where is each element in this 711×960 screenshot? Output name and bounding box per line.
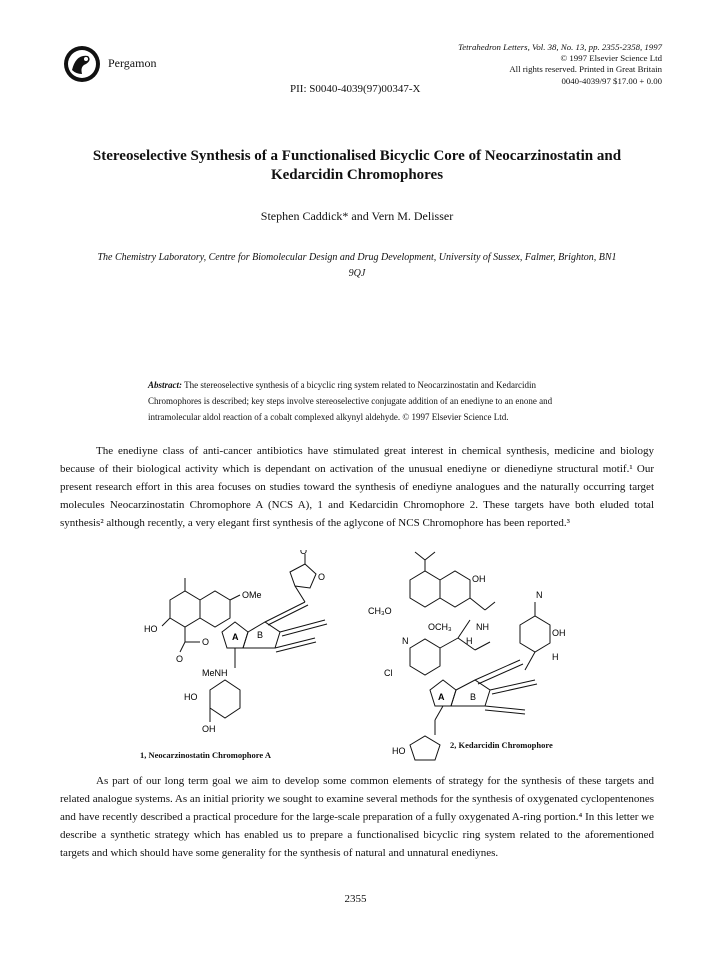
journal-info bbox=[458, 42, 662, 87]
copyright-line: © 1997 Elsevier Science Ltd bbox=[560, 53, 662, 64]
ho-label-2: HO bbox=[184, 692, 198, 702]
oh-label-1: OH bbox=[202, 724, 216, 734]
menh-label: MeNH bbox=[202, 668, 228, 678]
authors: Stephen Caddick* and Vern M. Delisser bbox=[260, 209, 454, 223]
carbonyl-o-label: O bbox=[300, 550, 308, 556]
naphthalene-ring-4 bbox=[440, 571, 470, 607]
issn-line: 0040-4039/97 $17.00 + 0.00 bbox=[561, 75, 662, 86]
oh-label-3: OH bbox=[552, 628, 566, 638]
publisher-name: Pergamon bbox=[108, 56, 157, 70]
n-label: N bbox=[402, 636, 409, 646]
structures-svg bbox=[140, 550, 590, 770]
sugar-ring-1 bbox=[210, 680, 240, 718]
ring-b-label-1: B bbox=[257, 630, 264, 640]
carbonate-ring bbox=[290, 564, 316, 588]
abstract-label: Abstract: bbox=[148, 380, 183, 390]
o-ring-label: O bbox=[202, 637, 210, 647]
oh-label-2: OH bbox=[472, 574, 486, 584]
cl-label: Cl bbox=[384, 668, 393, 678]
nh-label: NH bbox=[476, 622, 489, 632]
pergamon-logo bbox=[62, 44, 102, 84]
paragraph-2: As part of our long term goal we aim to develop some common elements of strategy for the synthesis of these targets and related analogue systems. As an initial priority we sought to examine several methods for the synthesis of oxygenated cyclopentenones and have recently described a practical procedure for the large-scale preparation of a fully oxygenated A-ring portion.⁴ In this letter we describe a synthetic strategy which has enabled us to prepare a functionalised bicyclic ring system related to the aforementioned targets and which should have some generality for the synthesis of natural and unnatural enediynes. bbox=[60, 775, 654, 859]
pyridine-ring bbox=[410, 639, 440, 675]
ch3o-label: CH₃O bbox=[368, 606, 392, 616]
o-label-1: O bbox=[176, 654, 184, 664]
rights-line: All rights reserved. Printed in Great Britain bbox=[509, 64, 662, 75]
nme2-label: N bbox=[536, 590, 543, 600]
caption-structure-1: 1, Neocarzinostatin Chromophore A bbox=[140, 750, 271, 760]
ring-a-label-2: A bbox=[438, 692, 445, 702]
journal-citation: Tetrahedron Letters, Vol. 38, No. 13, pp. 2355-2358, 1997 bbox=[458, 42, 662, 52]
caption-structure-2: 2, Kedarcidin Chromophore bbox=[450, 740, 553, 750]
ring-a-label-1: A bbox=[232, 632, 239, 642]
paragraph-1: The enediyne class of anti-cancer antibiotics have stimulated great interest in chemical synthesis, medicine and biology because of their biological activity which is dependant on activation of the unusual enediyne or dienediyne structural motif.¹ Our present research effort in this area focuses on studies toward the synthesis of enediyne analogues and the naturally occurring target molecules Neocarzinostatin Chromophore A (NCS A), 1 and Kedarcidin Chromophore 2. These targets have both eluded total synthesis² although recently, a very elegant first synthesis of the aglycone of NCS Chromophore has been reported.³ bbox=[60, 445, 654, 529]
ring-b-label-2: B bbox=[470, 692, 477, 702]
och3-label: OCH₃ bbox=[428, 622, 452, 632]
pii: PII: S0040-4039(97)00347-X bbox=[290, 83, 421, 95]
naphthalene-ring-1 bbox=[170, 591, 200, 627]
h-label-2: H bbox=[552, 652, 559, 662]
sugar-ring-2 bbox=[520, 616, 550, 652]
h-label-1: H bbox=[466, 636, 473, 646]
lactone-o-label: O bbox=[318, 572, 326, 582]
naphthalene-ring-3 bbox=[410, 571, 440, 607]
abstract-text: The stereoselective synthesis of a bicyclic ring system related to Neocarzinostatin and Kedarcidin Chromophores is described; key steps involve stereoselective conjugate addition of an enediyne to an enone and intramolecular aldol reaction of a cobalt complexed alkynyl aldehyde. © 1997 Elsevier Science Ltd. bbox=[148, 380, 553, 422]
chemical-structures-figure bbox=[140, 550, 590, 770]
article-title: Stereoselective Synthesis of a Functionalised Bicyclic Core of Neocarzinostatin and Kedarcidin Chromophores bbox=[92, 148, 622, 183]
ome-label: OMe bbox=[242, 590, 262, 600]
abstract bbox=[148, 377, 586, 425]
ho-label-1: HO bbox=[144, 624, 158, 634]
sugar-ring-3 bbox=[410, 736, 440, 760]
ho-label-3: HO bbox=[392, 746, 406, 756]
page-number: 2355 bbox=[344, 893, 367, 905]
affiliation: The Chemistry Laboratory, Centre for Biomolecular Design and Drug Development, University of Sussex, Falmer, Brighton, BN1 9QJ bbox=[97, 252, 617, 279]
naphthalene-ring-2 bbox=[200, 591, 230, 627]
